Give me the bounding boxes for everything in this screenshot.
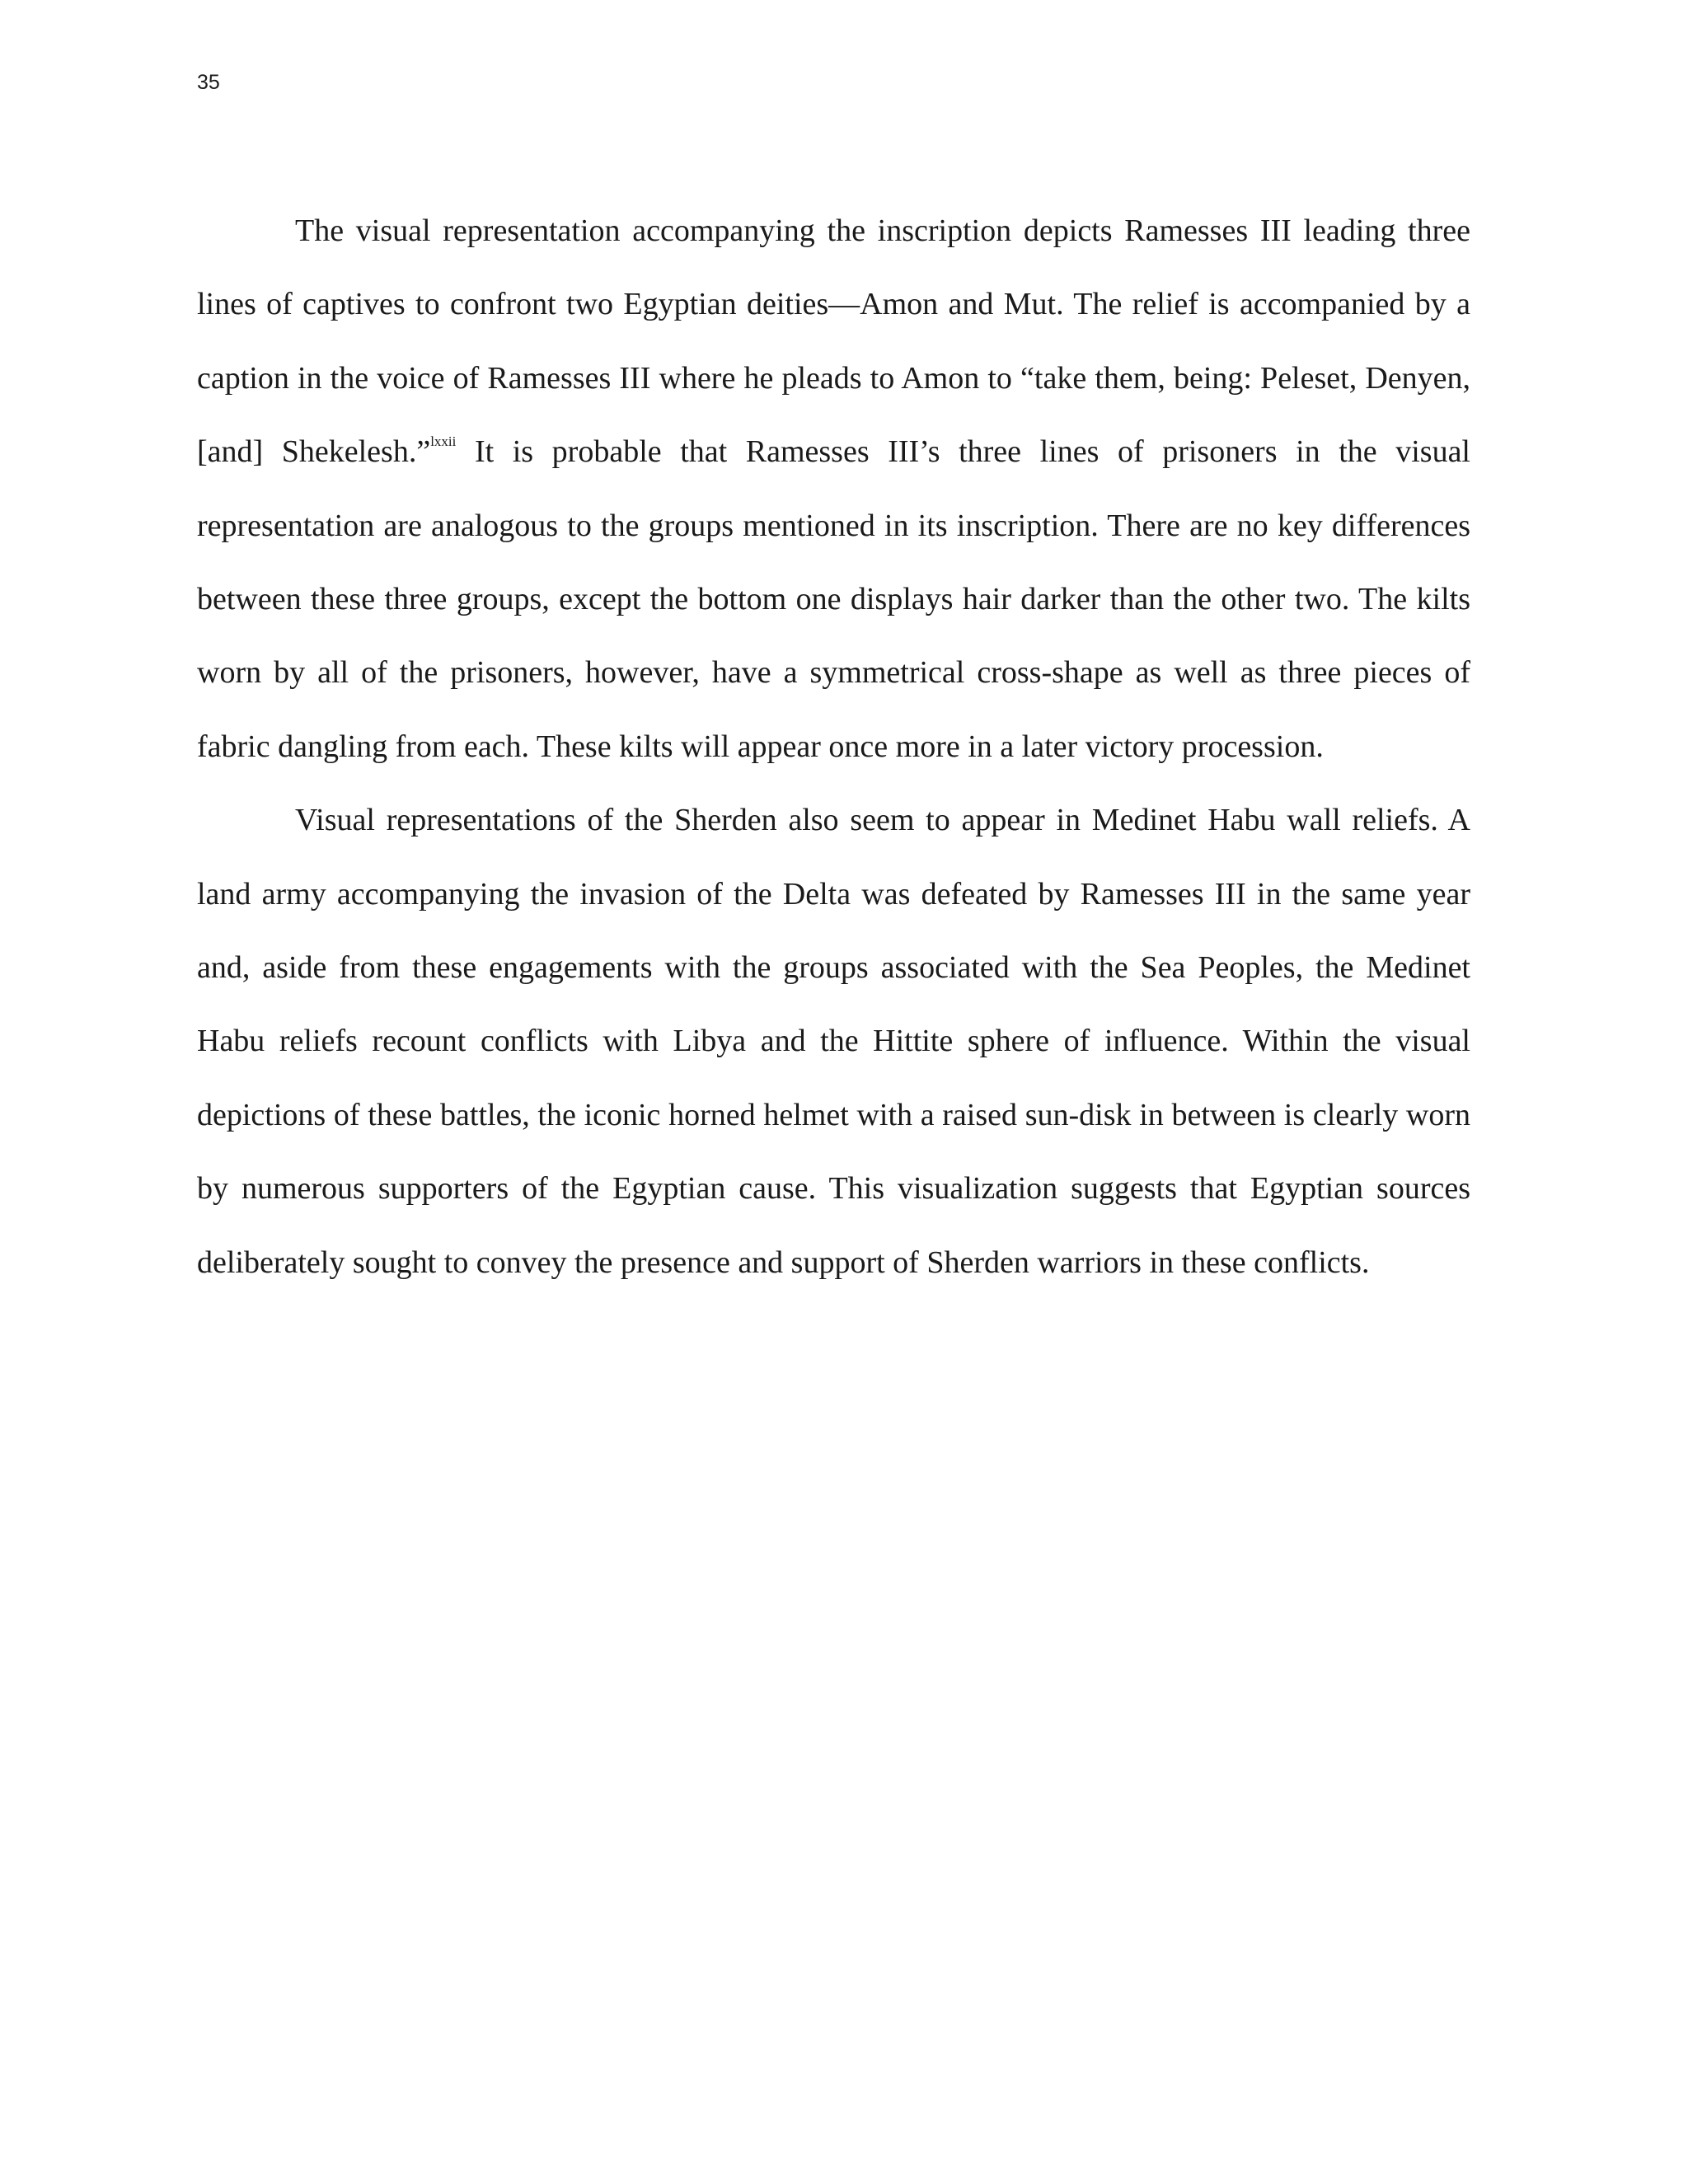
paragraph-1: [197, 194, 1470, 784]
body-text: [197, 194, 1470, 1300]
paragraph-2: Visual representations of the Sherden also seem to appear in Medinet Habu wall reliefs. A land army accompanying the invasion of the Delta was defeated by Ramesses III in the same year and, aside from these engagements with the groups associated with the Sea Peoples, the Medinet Habu reliefs recount conflicts with Libya and the Hittite sphere of influence. Within the visual depictions of these battles, the iconic horned helmet with a raised sun-disk in between is clearly worn by numerous supporters of the Egyptian cause. This visualization suggests that Egyptian sources deliberately sought to convey the presence and support of Sherden warriors in these conflicts.: [197, 803, 1470, 1280]
paragraph-1-text-after-note: It is probable that Ramesses III’s three lines of prisoners in the visual representation are analogous to the groups mentioned in its inscription. There are no key differences between these three groups, except the bottom one displays hair darker than the other two. The kilts worn by all of the prisoners, however, have a symmetrical cross-shape as well as three pieces of fabric dangling from each. These kilts will appear once more in a later victory procession.: [197, 434, 1470, 764]
endnote-reference[interactable]: lxxii: [430, 433, 457, 449]
page-number: 35: [197, 71, 220, 94]
paragraph-1-text-before-note: The visual representation accompanying the inscription depicts Ramesses III leading three lines of captives to confront two Egyptian deities—Amon and Mut. The relief is accompanied by a caption in the voice of Ramesses III where he pleads to Amon to “take them, being: Peleset, Denyen, [and] Shekelesh.”: [197, 213, 1470, 470]
